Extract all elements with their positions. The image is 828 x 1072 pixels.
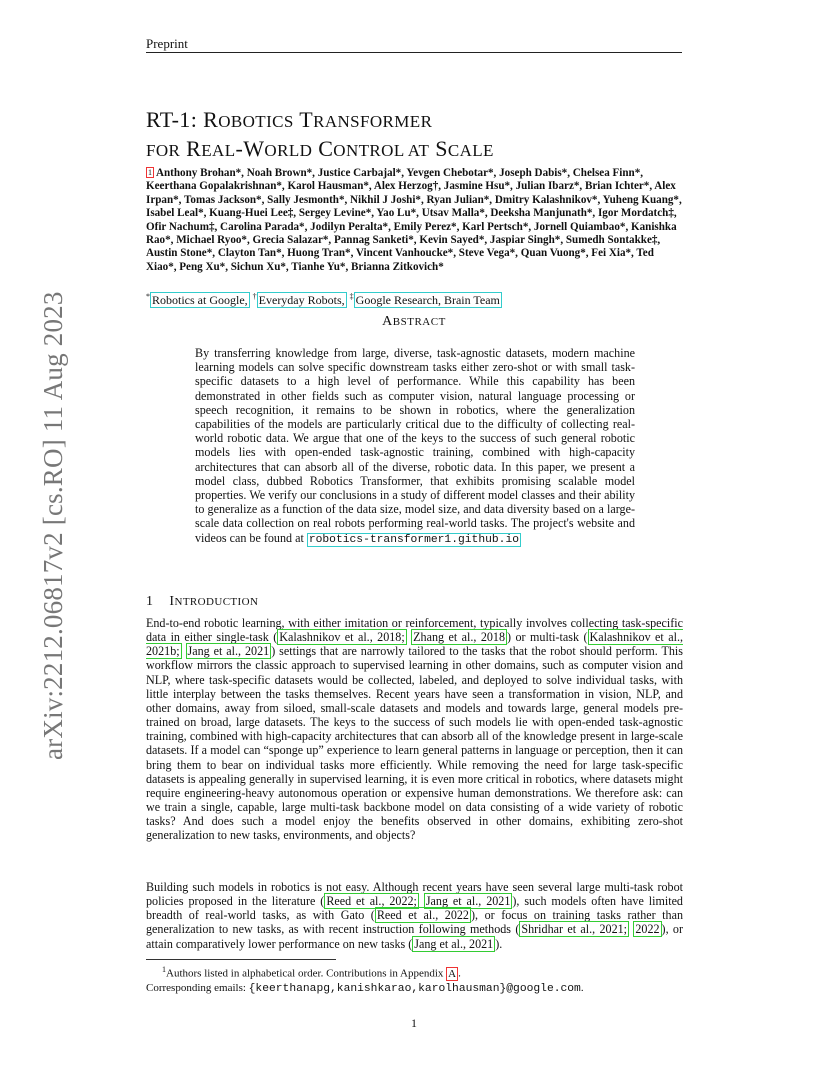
citation-link[interactable]: Shridhar et al., 2021; — [521, 922, 628, 937]
citation-link[interactable]: Jang et al., 2021 — [414, 936, 494, 951]
title-line-1: RT-1: ROBOTICS TRANSFORMER — [146, 107, 433, 132]
footnote-rule — [146, 959, 336, 960]
footnote — [146, 963, 686, 996]
intro-paragraph-2: Building such models in robotics is not easy. Although recent years have seen several large multi-task robot policies proposed in the literature ( Reed et al., 2022; Jang et al., 2021 ), such models often have limited breadth of real-world tasks, as with Gato ( Reed et al., 2022 ), or focus on training tasks rather than generalization to new tasks, as with recent instruction following methods ( Shridhar et al., 2021; 2022 ), or attain comparatively lower performance on new tasks ( Jang et al., 2021 ). — [146, 880, 684, 951]
footnote-authors: $^1$Authors listed in alphabetical order. Contributions in Appendix A . — [162, 965, 461, 980]
citation-link[interactable]: Jang et al., 2021 — [187, 644, 270, 659]
footnote-emails: Corresponding emails: {keerthanapg,kanishkarao,karolhausman}@google.com. — [146, 981, 584, 995]
abstract-body: By transferring knowledge from large, diverse, task-agnostic datasets, modern machine learning models can solve specific downstream tasks either zero-shot or with small task-specific datasets to a high level of performance. While this capability has been demonstrated in other fields such as computer vision, natural language processing or speech recognition, it remains to be shown in robotics, where the generalization capabilities of the models are particularly critical due to the difficulty of collecting real-world robotic data. We argue that one of the keys to the success of such general robotic models lies with open-ended task-agnostic training, combined with high-capacity architectures that can absorb all of the diverse, robotic data. In this paper, we present a model class, dubbed Robotics Transformer, that exhibits promising scalable model properties. We verify our conclusions in a study of different model classes and their ability to generalize as a function of the data size, model size, and data diversity based on a large-scale data collection on real robots performing real-world tasks. The project's website and videos can be found at robotics-transformer1.github.io — [195, 346, 635, 546]
citation-link[interactable]: Kalashnikov et al., 2018; — [279, 630, 405, 645]
header-rule — [146, 52, 682, 53]
author-footnote-link[interactable]: 1 — [148, 168, 152, 177]
intro-paragraph-1: End-to-end robotic learning, with either imitation or reinforcement, typically involves collecting task-specific data in either single-task ( Kalashnikov et al., 2018; Zhang et al., 2018 ) or multi-task ( Kalashnikov et al., 2021b; Jang et al., 2021 ) settings that are narrowly tailored to the tasks that the robot should perform. This workflow mirrors the classic approach to supervised learning in other domains, such as computer vision and NLP, where task-specific datasets would be collected, labeled, and deployed to solve individual tasks, with little interplay between the tasks themselves. Recent years have seen a transformation in vision, NLP, and other domains, away from siloed, small-scale datasets and models and towards large, general models pre-trained on broad, large datasets. The keys to the success of such models lie with open-ended task-agnostic training, combined with high-capacity architectures that can absorb all of the knowledge present in large-scale datasets. If a model can “sponge up” experience to learn general patterns in language or perception, then it can bring them to bear on individual tasks more efficiently. While removing the need for large task-specific datasets is appealing generally in supervised learning, it is even more critical in robotics, where datasets might require engineering-heavy autonomous operation or expensive human demonstrations. We therefore ask: can we train a single, capable, large multi-task backbone model on data consisting of a wide variety of robotic tasks? And does such a model enjoy the benefits observed in other domains, exhibiting zero-shot generalization to new tasks, environments, and objects? — [146, 616, 683, 843]
citation-link[interactable]: Reed et al., 2022 — [376, 908, 469, 923]
paper-title — [146, 106, 706, 164]
citation-link[interactable]: Zhang et al., 2018 — [413, 630, 506, 645]
citation-link[interactable]: Reed et al., 2022; — [326, 894, 417, 909]
affiliation-link-everyday[interactable]: Everyday Robots, — [258, 293, 345, 307]
author-names: Anthony Brohan*, Noah Brown*, Justice Carbajal*, Yevgen Chebotar*, Joseph Dabis*, Chelsea Finn*, Keerthana Gopalakrishnan*, Karol Hausman*, Alex Herzog†, Jasmine Hsu*, Julian Ibarz*, Brian Ichter*, Alex Irpan*, Tomas Jackson*, Sally Jesmonth*, Nikhil J Joshi*, Ryan Julian*, Dmitry Kalashnikov*, Yuheng Kuang*, Isabel Leal*, Kuang-Huei Lee‡, Sergey Levine*, Yao Lu*, Utsav Malla*, Deeksha Manjunath*, Igor Mordatch‡, Ofir Nachum‡, Carolina Parada*, Jodilyn Peralta*, Emily Perez*, Karl Pertsch*, Jornell Quiambao*, Kanishka Rao*, Michael Ryoo*, Grecia Salazar*, Pannag Sanketi*, Kevin Sayed*, Jaspiar Singh*, Sumedh Sontakke‡, Austin Stone*, Clayton Tan*, Huong Tran*, Vincent Vanhoucke*, Steve Vega*, Quan Vuong*, Fei Xia*, Ted Xiao*, Peng Xu*, Sichun Xu*, Tianhe Yu*, Brianna Zitkovich* — [146, 167, 682, 273]
running-header: Preprint — [146, 36, 188, 51]
affiliation-link-google[interactable]: Robotics at Google, — [152, 293, 248, 307]
appendix-link[interactable]: A — [448, 967, 457, 980]
affiliations: * Robotics at Google, † Everyday Robots, ‡ Google Research, Brain Team — [146, 292, 500, 307]
author-list — [146, 167, 686, 274]
citation-link[interactable]: Jang et al., 2021 — [425, 894, 511, 909]
citation-link[interactable]: 2022 — [635, 922, 660, 937]
title-line-2: FOR REAL-WORLD CONTROL AT SCALE — [146, 136, 494, 161]
project-website-link[interactable]: robotics-transformer1.github.io — [308, 533, 520, 546]
affiliation-link-brain[interactable]: Google Research, Brain Team — [355, 293, 500, 307]
arxiv-watermark: arXiv:2212.06817v2 [cs.RO] 11 Aug 2023 — [38, 291, 68, 760]
page-number: 1 — [411, 1016, 417, 1030]
section-heading-introduction: 1 INTRODUCTION — [146, 594, 259, 609]
abstract-heading: ABSTRACT — [382, 314, 446, 329]
citation-link[interactable]: Kalashnikov et al., 2021b; — [146, 630, 683, 659]
